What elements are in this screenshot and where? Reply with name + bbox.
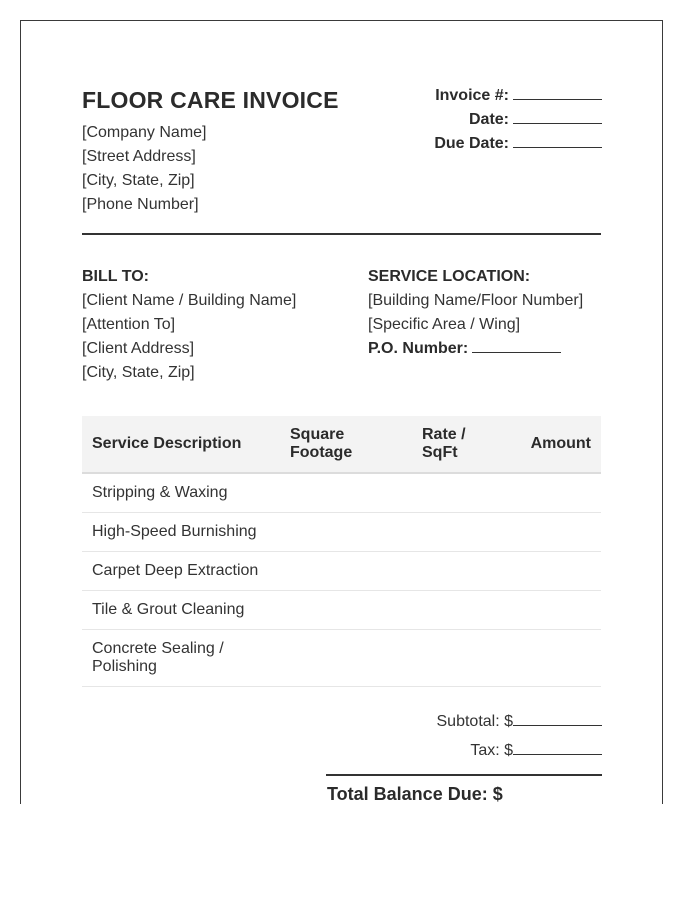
date-blank[interactable] (513, 108, 602, 124)
rate-cell[interactable] (412, 630, 514, 687)
service-area: [Specific Area / Wing] (368, 316, 521, 333)
tax-label: Tax: $ (470, 742, 513, 759)
service-description-cell: Concrete Sealing / Polishing (82, 630, 280, 687)
company-street: [Street Address] (82, 148, 196, 165)
square-footage-cell[interactable] (280, 513, 412, 552)
table-row (82, 552, 601, 591)
table-row (82, 473, 601, 513)
amount-cell[interactable] (514, 591, 601, 630)
amount-cell[interactable] (514, 473, 601, 513)
invoice-number-blank[interactable] (513, 84, 602, 100)
table-row (82, 630, 601, 687)
tax-blank[interactable] (513, 739, 602, 755)
table-row (82, 591, 601, 630)
service-building: [Building Name/Floor Number] (368, 292, 584, 309)
service-location-section (368, 265, 583, 361)
square-footage-cell[interactable] (280, 591, 412, 630)
rate-cell[interactable] (412, 591, 514, 630)
rate-cell[interactable] (412, 513, 514, 552)
header-amount: Amount (514, 416, 601, 473)
invoice-title: FLOOR CARE INVOICE (82, 87, 339, 113)
rate-cell[interactable] (412, 552, 514, 591)
tax-row (437, 736, 603, 765)
due-date-label: Due Date: (434, 135, 509, 152)
po-number-blank[interactable] (472, 337, 561, 353)
square-footage-cell[interactable] (280, 630, 412, 687)
square-footage-cell[interactable] (280, 473, 412, 513)
company-phone: [Phone Number] (82, 196, 199, 213)
header-square-footage: Square Footage (280, 416, 412, 473)
invoice-number-label: Invoice #: (435, 87, 509, 104)
due-date-row (434, 132, 602, 156)
date-row (434, 108, 602, 132)
total-balance-due: Total Balance Due: $ (327, 784, 503, 804)
bill-to-city: [City, State, Zip] (82, 364, 195, 381)
invoice-sheet (20, 20, 663, 804)
service-description-cell: Carpet Deep Extraction (82, 552, 280, 591)
amount-cell[interactable] (514, 513, 601, 552)
bill-to-section (82, 265, 296, 385)
po-number-label: P.O. Number: (368, 340, 469, 357)
total-divider (326, 774, 602, 776)
bill-to-attention: [Attention To] (82, 316, 176, 333)
po-number-row (368, 337, 583, 361)
subtotal-blank[interactable] (513, 710, 602, 726)
amount-cell[interactable] (514, 552, 601, 591)
totals-section (437, 707, 603, 765)
service-location-heading: SERVICE LOCATION: (368, 268, 531, 285)
square-footage-cell[interactable] (280, 552, 412, 591)
service-description-cell: High-Speed Burnishing (82, 513, 280, 552)
table-header-row (82, 416, 601, 473)
company-name: [Company Name] (82, 124, 207, 141)
rate-cell[interactable] (412, 473, 514, 513)
date-label: Date: (468, 111, 509, 128)
invoice-number-row (434, 84, 602, 108)
services-table (82, 416, 601, 687)
bill-to-client: [Client Name / Building Name] (82, 292, 297, 309)
bill-to-heading: BILL TO: (82, 268, 149, 285)
invoice-meta (434, 84, 602, 156)
header-rate-per-sqft: Rate / SqFt (412, 416, 514, 473)
company-city: [City, State, Zip] (82, 172, 195, 189)
amount-cell[interactable] (514, 630, 601, 687)
table-row (82, 513, 601, 552)
bill-to-address: [Client Address] (82, 340, 195, 357)
service-description-cell: Stripping & Waxing (82, 473, 280, 513)
subtotal-label: Subtotal: $ (436, 713, 513, 730)
subtotal-row (437, 707, 603, 736)
company-info (82, 121, 207, 217)
header-divider (82, 233, 601, 235)
service-description-cell: Tile & Grout Cleaning (82, 591, 280, 630)
header-service-description: Service Description (82, 416, 280, 473)
due-date-blank[interactable] (513, 132, 602, 148)
